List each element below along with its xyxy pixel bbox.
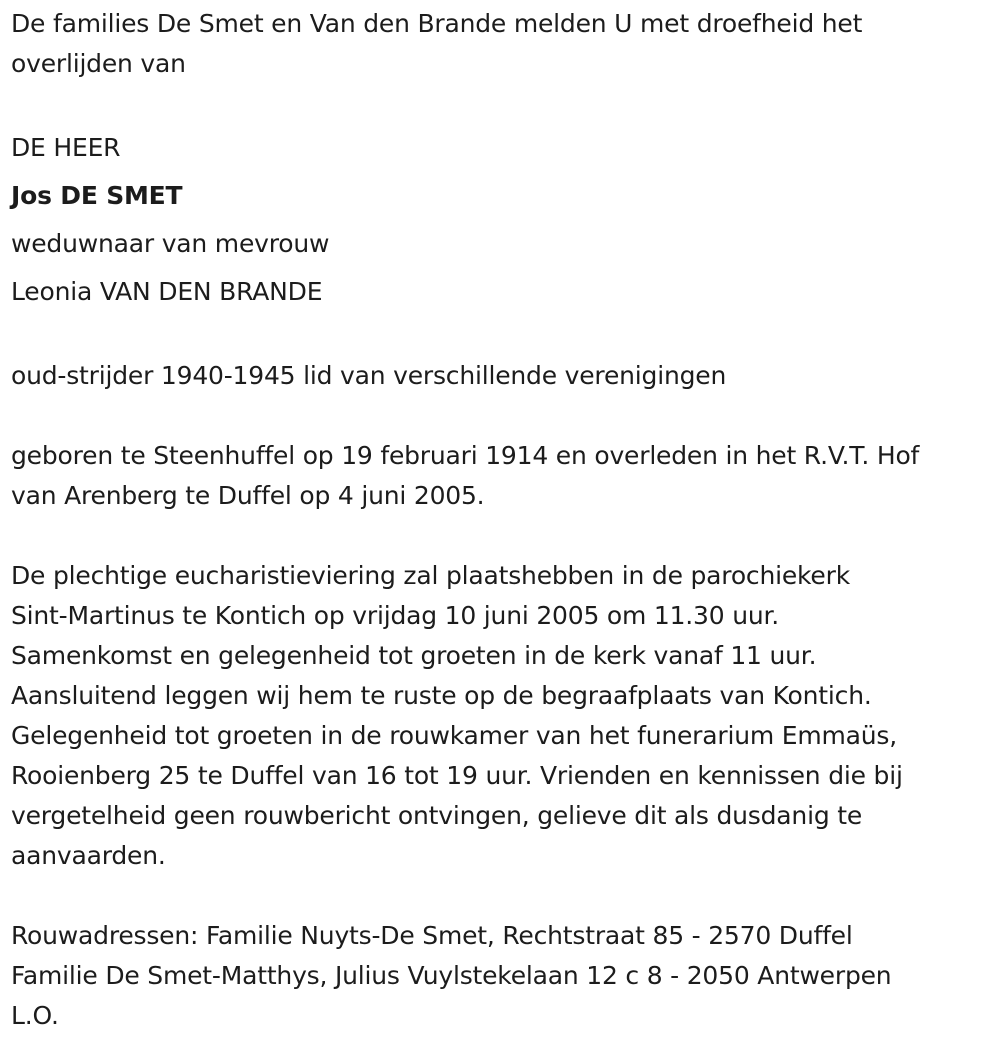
birth-death-paragraph	[11, 436, 1000, 516]
addresses-paragraph	[11, 916, 1000, 1036]
address-line-2: Familie De Smet-Matthys, Julius Vuylstekelaan 12 c 8 - 2050 Antwerpen	[11, 961, 892, 990]
ceremony-line-6: Rooienberg 25 te Duffel van 16 tot 19 uur. Vrienden en kennissen die bij	[11, 761, 903, 790]
address-line-3: L.O.	[11, 1001, 59, 1030]
spouse-intro: weduwnaar van mevrouw	[11, 229, 330, 258]
ceremony-line-4: Aansluitend leggen wij hem te ruste op de begraafplaats van Kontich.	[11, 681, 872, 710]
honorific: DE HEER	[11, 133, 121, 162]
intro-paragraph	[11, 4, 1000, 84]
birth-death-line-1: geboren te Steenhuffel op 19 februari 1914 en overleden in het R.V.T. Hof	[11, 441, 920, 470]
deceased-name: Jos DE SMET	[11, 181, 183, 210]
description-line: oud-strijder 1940-1945 lid van verschillende verenigingen	[11, 361, 727, 390]
ceremony-line-3: Samenkomst en gelegenheid tot groeten in de kerk vanaf 11 uur.	[11, 641, 817, 670]
intro-line-1: De families De Smet en Van den Brande melden U met droefheid het	[11, 9, 863, 38]
description-paragraph	[11, 356, 1000, 396]
spacer	[11, 516, 1000, 556]
spacer	[11, 396, 1000, 436]
spacer	[11, 876, 1000, 916]
ceremony-line-5: Gelegenheid tot groeten in de rouwkamer van het funerarium Emmaüs,	[11, 721, 897, 750]
ceremony-paragraph	[11, 556, 1000, 876]
spouse-name: Leonia VAN DEN BRANDE	[11, 277, 323, 306]
birth-death-line-2: van Arenberg te Duffel op 4 juni 2005.	[11, 481, 485, 510]
spacer	[11, 84, 1000, 124]
ceremony-line-8: aanvaarden.	[11, 841, 166, 870]
address-line-1: Rouwadressen: Familie Nuyts-De Smet, Rechtstraat 85 - 2570 Duffel	[11, 921, 853, 950]
ceremony-line-7: vergetelheid geen rouwbericht ontvingen, gelieve dit als dusdanig te	[11, 801, 863, 830]
ceremony-line-2: Sint-Martinus te Kontich op vrijdag 10 juni 2005 om 11.30 uur.	[11, 601, 780, 630]
spacer	[11, 316, 1000, 356]
deceased-block	[11, 124, 1000, 316]
intro-line-2: overlijden van	[11, 49, 186, 78]
ceremony-line-1: De plechtige eucharistieviering zal plaatshebben in de parochiekerk	[11, 561, 850, 590]
